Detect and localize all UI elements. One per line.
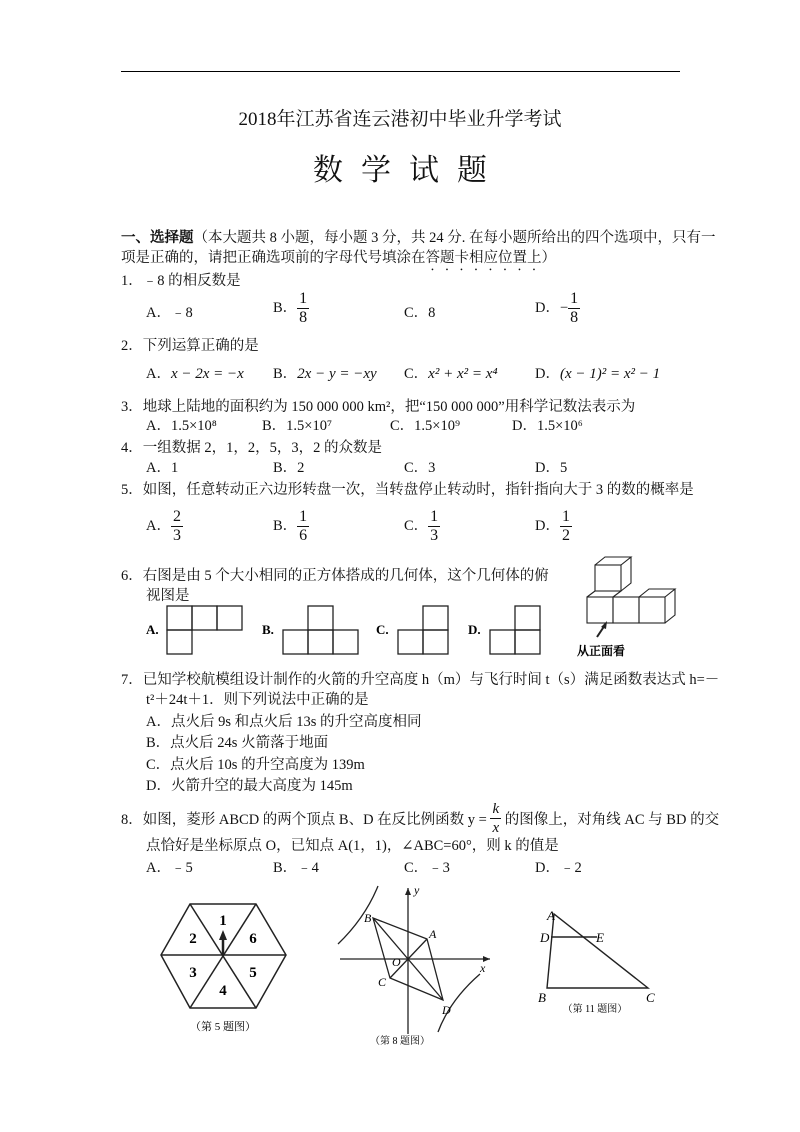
front-view-label: 从正面看 xyxy=(577,644,626,658)
q4-option-d: D．5 xyxy=(535,460,568,476)
point-a-label: A xyxy=(547,908,555,923)
q1-option-d: D．− $\frac{1}{8}$ xyxy=(535,290,579,326)
q6-cube-figure xyxy=(575,555,690,660)
option-a-square xyxy=(167,630,192,654)
axis-label-y: y xyxy=(414,883,420,897)
section-intro-text2: 项是正确的，请把正确选项前的字母代号填涂在 xyxy=(121,250,426,266)
point-c-label: C xyxy=(378,975,387,989)
q7-line1: 7．已知学校航模组设计制作的火箭的升空高度 h（m）与飞行时间 t（s）满足函数表达式 h=－ xyxy=(121,672,720,688)
sector-number: 2 xyxy=(189,931,197,947)
sector-number: 6 xyxy=(249,931,257,947)
q1-option-c: C．8 xyxy=(404,305,436,321)
q1-stem: 1．﹣8 的相反数是 xyxy=(121,273,241,289)
section-intro-line1 xyxy=(121,226,716,247)
q2-stem: 2．下列运算正确的是 xyxy=(121,338,259,354)
q4-option-c: C．3 xyxy=(404,460,436,476)
option-c-square xyxy=(423,606,448,630)
option-a-square xyxy=(217,606,242,630)
option-a-label: A. xyxy=(146,622,159,637)
figure-11-triangle xyxy=(530,908,670,1020)
figure-8-caption: （第 8 题图） xyxy=(370,1036,430,1047)
option-d-square xyxy=(515,630,540,654)
q8-option-a: A．﹣5 xyxy=(146,860,193,876)
q7-option-b: B．点火后 24s 火箭落于地面 xyxy=(146,735,329,751)
subject-title: 数学试题 xyxy=(313,154,505,187)
option-b-label: B. xyxy=(262,622,274,637)
q3-option-d: D．1.5×10⁶ xyxy=(512,418,583,434)
q2-option-c: C．x² + x² = x⁴ xyxy=(404,366,498,382)
q2-option-d: D．(x − 1)² = x² − 1 xyxy=(535,366,661,382)
sector-number: 5 xyxy=(249,965,257,981)
sector-number: 1 xyxy=(219,913,227,929)
q8-line2: 点恰好是坐标原点 O，已知点 A(1，1)，∠ABC=60°，则 k 的值是 xyxy=(146,838,559,854)
q1-option-a: A．﹣8 xyxy=(146,305,193,321)
point-e-label: E xyxy=(596,930,604,945)
q4-stem: 4．一组数据 2，1，2，5，3，2 的众数是 xyxy=(121,440,382,456)
q2-option-b: B．2x − y = −xy xyxy=(273,366,377,382)
q7-option-d: D．火箭升空的最大高度为 145m xyxy=(146,778,353,794)
top-rule xyxy=(121,71,680,72)
q5-option-c: C． $\frac{1}{3}$ xyxy=(404,508,439,544)
q5-option-b: B． $\frac{1}{6}$ xyxy=(273,508,308,544)
point-b-label: B xyxy=(538,990,546,1005)
figure-5-hexagon-spinner xyxy=(158,898,288,1038)
q8-option-d: D．﹣2 xyxy=(535,860,582,876)
q3-option-c: C．1.5×10⁹ xyxy=(390,418,461,434)
option-b-square xyxy=(333,630,358,654)
q6-top-view-options xyxy=(140,598,560,658)
option-b-square xyxy=(308,630,333,654)
option-d-square xyxy=(515,606,540,630)
q8-option-c: C．﹣3 xyxy=(404,860,450,876)
sector-number: 4 xyxy=(219,983,227,999)
q6-stem-line1: 6．右图是由 5 个大小相同的正方体搭成的几何体，这个几何体的俯 xyxy=(121,568,549,584)
hyperbola-branch xyxy=(338,886,378,944)
triangle-abc xyxy=(547,914,648,988)
figure-11-caption: （第 11 题图） xyxy=(562,1004,628,1015)
q7-line2: t²＋24t＋1．则下列说法中正确的是 xyxy=(146,692,369,708)
q4-option-a: A．1 xyxy=(146,460,179,476)
q5-stem: 5．如图，任意转动正六边形转盘一次，当转盘停止转动时，指针指向大于 3 的数的概率是 xyxy=(121,482,694,498)
option-d-label: D. xyxy=(468,622,481,637)
point-d-label: D xyxy=(442,1003,451,1017)
q1-option-b: B． $\frac{1}{8}$ xyxy=(273,290,308,326)
q5-option-d: D． $\frac{1}{2}$ xyxy=(535,508,570,544)
q8-line1: 8．如图，菱形 ABCD 的两个顶点 B、D 在反比例函数 y = $\frac{k}{x}$ 的图像上，对角线 AC 与 BD 的交 xyxy=(121,801,720,836)
q3-option-a: A．1.5×10⁸ xyxy=(146,418,217,434)
q6-stem-line2: 视图是 xyxy=(146,588,190,604)
option-b-square xyxy=(308,606,333,630)
q7-option-c: C．点火后 10s 的升空高度为 139m xyxy=(146,757,365,773)
q3-option-b: B．1.5×10⁷ xyxy=(262,418,333,434)
sector-number: 3 xyxy=(189,965,197,981)
figure-5-caption: （第 5 题图） xyxy=(190,1021,256,1033)
option-c-square xyxy=(398,630,423,654)
option-d-square xyxy=(490,630,515,654)
option-c-square xyxy=(423,630,448,654)
q5-option-a: A． $\frac{2}{3}$ xyxy=(146,508,181,544)
option-c-label: C. xyxy=(376,622,389,637)
point-b-label: B xyxy=(364,911,372,925)
option-b-square xyxy=(283,630,308,654)
point-d-label: D xyxy=(540,930,550,945)
exam-title: 2018年江苏省连云港初中毕业升学考试 xyxy=(238,109,562,130)
q3-stem: 3．地球上陆地的面积约为 150 000 000 km²，把“150 000 000”用科学记数法表示为 xyxy=(121,399,636,415)
q4-option-b: B．2 xyxy=(273,460,305,476)
option-a-square xyxy=(167,606,192,630)
option-a-square xyxy=(192,606,217,630)
point-c-label: C xyxy=(646,990,655,1005)
q7-option-a: A．点火后 9s 和点火后 13s 的升空高度相同 xyxy=(146,714,422,730)
figure-8-rhombus-graph xyxy=(330,882,500,1050)
emphasized-text: 答题卡相应位置上 xyxy=(425,250,542,266)
q8-option-b: B．﹣4 xyxy=(273,860,319,876)
section-heading: 一、选择题 xyxy=(121,230,194,246)
q2-option-a: A．x − 2x = −x xyxy=(146,366,244,382)
section-intro-text: （本大题共 8 小题，每小题 3 分，共 24 分. 在每小题所给出的四个选项中，只有一 xyxy=(193,230,716,246)
section-intro-close: ） xyxy=(541,250,556,266)
point-a-label: A xyxy=(429,927,437,941)
origin-label: O xyxy=(392,955,401,969)
axis-label-x: x xyxy=(480,961,486,975)
